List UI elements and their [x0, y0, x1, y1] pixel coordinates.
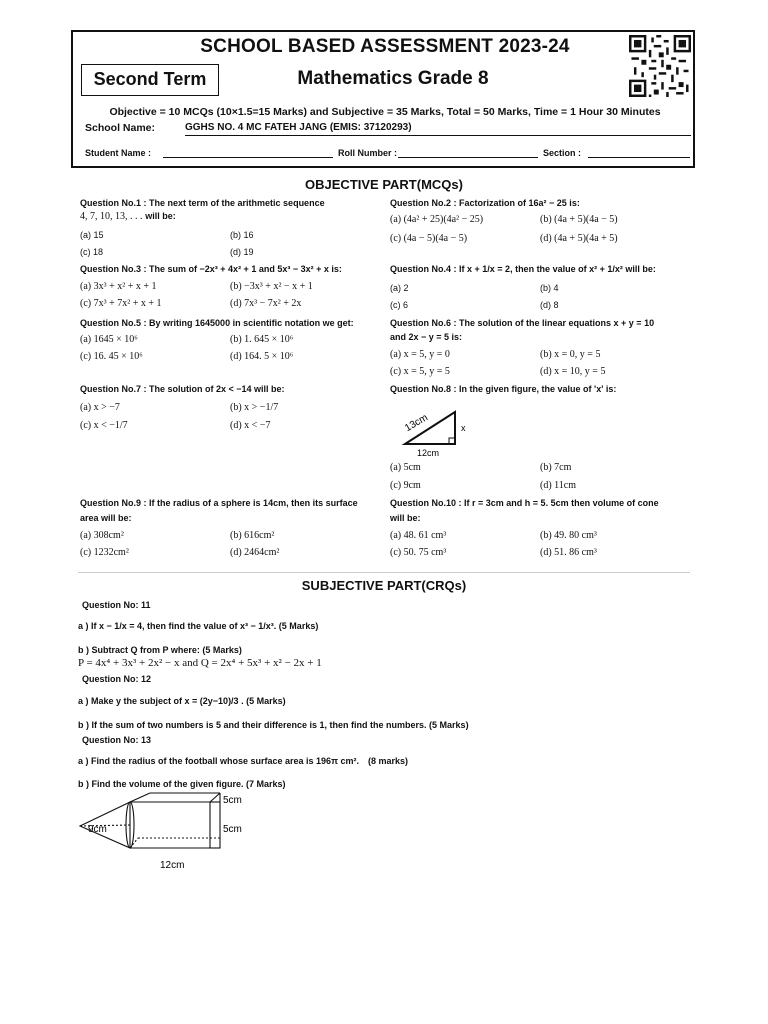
question-text: In the given figure, the value of 'x' is:	[459, 384, 617, 394]
option-a[interactable]: (a) 1645 × 10⁶	[80, 334, 138, 345]
base-label: 12cm	[417, 448, 440, 458]
question-1-line2	[80, 211, 176, 222]
subjective-heading: SUBJECTIVE PART(CRQs)	[301, 578, 467, 593]
question-4	[390, 264, 656, 274]
question-12b: b ) If the sum of two numbers is 5 and their difference is 1, then find the numbers. (5 Marks)	[78, 720, 469, 730]
option-d[interactable]: (d) 19	[230, 247, 254, 257]
cone-prism-figure	[78, 790, 258, 874]
question-label: Question No.7 :	[80, 384, 147, 394]
question-12-label: Question No: 12	[82, 674, 152, 684]
option-d[interactable]: (d) x = 10, y = 5	[540, 366, 606, 377]
option-c[interactable]: (c) 9cm	[390, 480, 421, 491]
question-text: The next term of the arithmetic sequence	[149, 198, 325, 208]
option-a[interactable]: (a) 2	[390, 283, 409, 293]
question-5	[80, 318, 354, 328]
question-2	[390, 198, 580, 208]
option-b[interactable]: (b) 49. 80 cm³	[540, 530, 597, 541]
question-13-label: Question No: 13	[82, 735, 152, 745]
question-text: The sum of −2x³ + 4x² + 1 and 5x³ − 3x² + x is:	[149, 264, 342, 274]
option-a[interactable]: (a) x > −7	[80, 402, 120, 413]
question-label: Question No.9 :	[80, 498, 147, 508]
question-text: By writing 1645000 in scientific notation we get:	[149, 318, 354, 328]
question-3	[80, 264, 342, 274]
question-9-line2: area will be:	[80, 513, 132, 523]
student-name-label: Student Name :	[85, 148, 152, 158]
school-name-value: GGHS NO. 4 MC FATEH JANG (EMIS: 37120293)	[185, 122, 691, 136]
question-label: Question No.6 :	[390, 318, 457, 328]
question-label: Question No.8 :	[390, 384, 457, 394]
question-label: Question No.3 :	[80, 264, 147, 274]
question-13a: a ) Find the radius of the football whose surface area is 196π cm².	[78, 756, 359, 766]
option-a[interactable]: (a) x = 5, y = 0	[390, 349, 450, 360]
question-12a: a ) Make y the subject of x = (2y−10)/3 . (5 Marks)	[78, 696, 286, 706]
question-text: The solution of the linear equations x + y = 10	[459, 318, 655, 328]
option-b[interactable]: (b) 4	[540, 283, 559, 293]
question-1	[80, 198, 380, 208]
objective-summary: Objective = 10 MCQs (10×1.5=15 Marks) and Subjective = 35 Marks, Total = 50 Marks, Time = 1 Hour 30 Minutes	[109, 106, 661, 118]
roll-number-line[interactable]	[398, 156, 538, 158]
option-b[interactable]: (b) 7cm	[540, 462, 572, 473]
school-name-label: School Name:	[85, 122, 156, 134]
option-c[interactable]: (c) 1232cm²	[80, 547, 129, 558]
question-label: Question No.10 :	[390, 498, 462, 508]
length-label: 12cm	[160, 860, 185, 871]
option-a[interactable]: (a) 308cm²	[80, 530, 124, 541]
option-d[interactable]: (d) 11cm	[540, 480, 577, 491]
option-d[interactable]: (d) (4a + 5)(4a + 5)	[540, 233, 618, 244]
option-c[interactable]: (c) 50. 75 cm³	[390, 547, 447, 558]
option-a[interactable]: (a) 48. 61 cm³	[390, 530, 447, 541]
term-badge: Second Term	[81, 64, 219, 96]
question-11b: b ) Subtract Q from P where: (5 Marks)	[78, 645, 242, 655]
option-c[interactable]: (c) 18	[80, 247, 104, 257]
option-a[interactable]: (a) (4a² + 25)(4a² − 25)	[390, 214, 484, 225]
option-a[interactable]: (a) 5cm	[390, 462, 421, 473]
question-label: Question No.5 :	[80, 318, 147, 328]
top-length-label: 5cm	[223, 795, 242, 806]
question-text: Factorization of 16a² − 25 is:	[459, 198, 580, 208]
question-text-tail: will be:	[145, 211, 176, 221]
right-triangle-figure	[395, 398, 485, 460]
question-label: Question No.2 :	[390, 198, 457, 208]
question-6-line2: and 2x − y = 5 is:	[390, 332, 463, 342]
option-d[interactable]: (d) 51. 86 cm³	[540, 547, 597, 558]
cone-length-label: 9cm	[88, 824, 107, 835]
option-b[interactable]: (b) 1. 645 × 10⁶	[230, 334, 294, 345]
section-line[interactable]	[588, 156, 690, 158]
question-13b: b ) Find the volume of the given figure. (7 Marks)	[78, 779, 286, 789]
question-6	[390, 318, 654, 328]
question-11-label: Question No: 11	[82, 600, 151, 610]
question-11a: a ) If x − 1/x = 4, then find the value of x³ − 1/x³. (5 Marks)	[78, 621, 319, 631]
option-b[interactable]: (b) 616cm²	[230, 530, 275, 541]
assessment-title: SCHOOL BASED ASSESSMENT 2023-24	[200, 36, 570, 57]
option-c[interactable]: (c) 6	[390, 300, 408, 310]
option-c[interactable]: (c) x < −1/7	[80, 420, 128, 431]
option-b[interactable]: (b) 16	[230, 230, 254, 240]
option-b[interactable]: (b) −3x³ + x² − x + 1	[230, 281, 313, 292]
option-c[interactable]: (c) 16. 45 × 10⁶	[80, 351, 143, 362]
option-b[interactable]: (b) x = 0, y = 5	[540, 349, 601, 360]
question-8	[390, 384, 616, 394]
student-name-line[interactable]	[163, 156, 333, 158]
option-d[interactable]: (d) 2464cm²	[230, 547, 280, 558]
option-d[interactable]: (d) x < −7	[230, 420, 271, 431]
subject-title: Mathematics Grade 8	[297, 68, 489, 89]
header-box	[71, 30, 695, 168]
option-a[interactable]: (a) 3x³ + x² + x + 1	[80, 281, 157, 292]
question-11b-expression: P = 4x⁴ + 3x³ + 2x² − x and Q = 2x⁴ + 5x³ + x² − 2x + 1	[78, 657, 322, 669]
option-c[interactable]: (c) x = 5, y = 5	[390, 366, 450, 377]
option-d[interactable]: (d) 7x³ − 7x² + 2x	[230, 298, 302, 309]
hypotenuse-label: 13cm	[403, 412, 430, 435]
question-7	[80, 384, 285, 394]
question-10	[390, 498, 659, 508]
question-text: If x + 1/x = 2, then the value of x² + 1/x² will be:	[459, 264, 656, 274]
height-label: 5cm	[223, 824, 242, 835]
option-a[interactable]: (a) 15	[80, 230, 104, 240]
side-x-label: x	[461, 423, 466, 433]
question-label: Question No.4 :	[390, 264, 457, 274]
option-c[interactable]: (c) (4a − 5)(4a − 5)	[390, 233, 468, 244]
question-13a-marks: (8 marks)	[368, 756, 409, 766]
question-9	[80, 498, 358, 508]
section-divider	[78, 572, 690, 573]
question-text: If r = 3cm and h = 5. 5cm then volume of cone	[464, 498, 659, 508]
roll-number-label: Roll Number :	[338, 148, 398, 158]
option-c[interactable]: (c) 7x³ + 7x² + x + 1	[80, 298, 162, 309]
option-b[interactable]: (b) (4a + 5)(4a − 5)	[540, 214, 618, 225]
option-d[interactable]: (d) 164. 5 × 10⁶	[230, 351, 294, 362]
question-text-sequence: 4, 7, 10, 13, . . .	[80, 211, 143, 222]
question-text: If the radius of a sphere is 14cm, then its surface	[149, 498, 358, 508]
option-b[interactable]: (b) x > −1/7	[230, 402, 279, 413]
qr-code-icon	[629, 35, 691, 97]
question-text: The solution of 2x < −14 will be:	[149, 384, 285, 394]
objective-heading: OBJECTIVE PART(MCQs)	[305, 177, 463, 192]
question-10-line2: will be:	[390, 513, 421, 523]
section-label: Section :	[543, 148, 582, 158]
option-d[interactable]: (d) 8	[540, 300, 559, 310]
question-label: Question No.1 :	[80, 198, 147, 208]
